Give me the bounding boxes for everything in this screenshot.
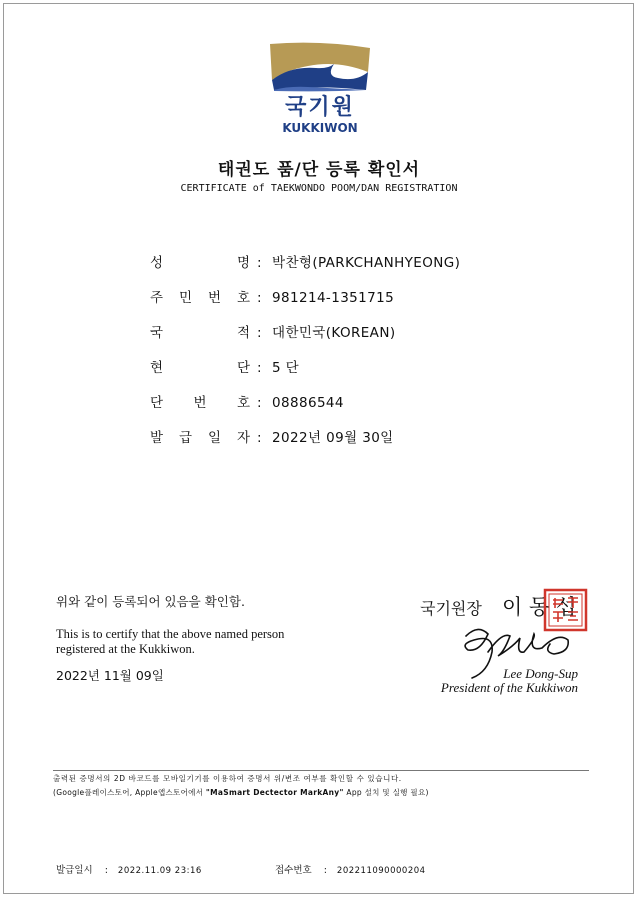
field-value: 981214-1351715 — [272, 290, 395, 306]
field-name — [150, 253, 570, 273]
field-colon: : — [257, 430, 262, 446]
barcode-notice: 출력된 증명서의 2D 바코드를 모바일기기를 이용하여 증명서 위/변조 여부를 확인할 수 있습니다. — [53, 774, 402, 783]
field-label: 발 급 일 자 — [150, 430, 250, 446]
field-colon: : — [257, 395, 262, 411]
field-label: 주 민 번 호 — [150, 290, 250, 306]
logo-english-name: KUKKIWON — [282, 121, 358, 135]
field-issue-date — [150, 428, 570, 448]
kukkiwon-emblem-icon — [268, 42, 372, 92]
field-current-dan — [150, 358, 570, 378]
kukkiwon-logo — [268, 42, 372, 134]
field-label: 현 단 — [150, 360, 250, 376]
field-value: 2022년 09월 30일 — [272, 430, 394, 446]
issued-label: 발급일시 — [56, 865, 93, 876]
confirmation-text-english: This is to certify that the above named person registered at the Kukkiwon. — [56, 627, 285, 656]
confirmation-text-korean: 위와 같이 등록되어 있음을 확인함. — [56, 594, 245, 609]
field-label: 단 번 호 — [150, 395, 250, 411]
field-colon: : — [257, 360, 262, 376]
certificate-title-korean: 태권도 품/단 등록 확인서 — [217, 160, 421, 180]
confirmation-date: 2022년 11월 09일 — [56, 668, 164, 683]
field-value: 5 단 — [272, 360, 300, 376]
field-value: 대한민국(KOREAN) — [272, 325, 396, 341]
field-dan-number — [150, 393, 570, 413]
field-colon: : — [257, 290, 262, 306]
notes-divider — [53, 770, 589, 771]
field-resident-number — [150, 288, 570, 308]
field-value: 08886544 — [272, 395, 344, 411]
field-colon: : — [257, 325, 262, 341]
president-name-korean: 이 동 섭 — [502, 595, 577, 619]
president-title-english: President of the Kukkiwon — [440, 680, 578, 695]
certificate-page — [3, 3, 634, 894]
issued-datetime: 발급일시 : 2022.11.09 23:16 — [56, 865, 202, 876]
president-name-english: Lee Dong-Sup — [503, 666, 578, 681]
app-notice: (Google플레이스토어, Apple앱스토어에서 "MaSmart Dectector MarkAny" App 설치 및 실행 필요) — [53, 788, 429, 797]
field-colon: : — [257, 255, 262, 271]
field-nationality — [150, 323, 570, 343]
receipt-label: 접수번호 — [275, 865, 312, 876]
logo-korean-name: 국기원 — [285, 95, 355, 120]
president-title-korean: 국기원장 — [420, 599, 482, 618]
field-label: 국 적 — [150, 325, 250, 341]
receipt-value: 202211090000204 — [336, 866, 426, 876]
receipt-number: 접수번호 : 202211090000204 — [275, 865, 426, 876]
field-label: 성 명 — [150, 255, 250, 271]
field-value: 박찬형(PARKCHANHYEONG) — [272, 255, 461, 271]
issued-value: 2022.11.09 23:16 — [117, 866, 202, 876]
certificate-title-english: CERTIFICATE of TAEKWONDO POOM/DAN REGISTRATION — [180, 183, 458, 194]
